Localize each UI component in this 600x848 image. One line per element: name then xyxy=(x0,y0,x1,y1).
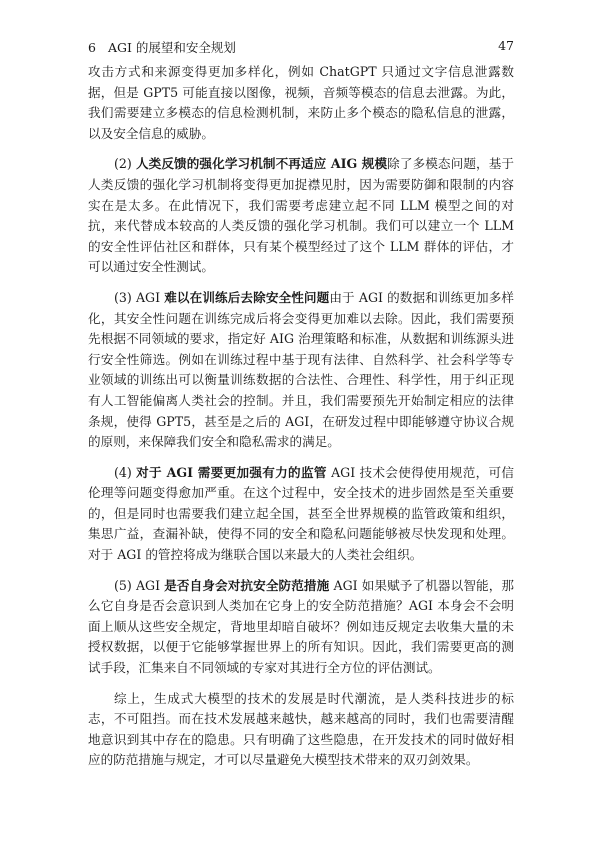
item-heading: 是否自身会对抗安全防范措施 xyxy=(164,577,330,593)
paragraph-item-2 xyxy=(88,154,514,278)
item-label: (4) xyxy=(114,464,132,480)
item-heading: 难以在训练后去除安全性问题 xyxy=(164,289,330,305)
paragraph-item-5 xyxy=(88,576,514,679)
paragraph-text: AGI 技术会使得使用规范，可信伦理等问题变得愈加严重。在这个过程中，安全技术的进步固然是至关重要的，但是同时也需要我们建立起全国，甚至全世界规模的监管政策和组织，集思广益，查漏补缺，使得不同的安全和隐私问题能够被尽快发现和处理。对于 AGI 的管控将成为继联合国以来最大的人类社会组织。 xyxy=(88,464,514,563)
chapter-number: 6 xyxy=(88,40,96,55)
paragraph-summary xyxy=(88,689,514,771)
paragraph-item-4 xyxy=(88,463,514,566)
paragraph-text: 攻击方式和来源变得更加多样化，例如 ChatGPT 只通过文字信息泄露数据，但是 GPT5 可能直接以图像，视频，音频等模态的信息去泄露。为此，我们需要建立多模态的信息检测机制，来防止多个模态的隐私信息的泄露，以及安全信息的威胁。 xyxy=(88,64,514,141)
chapter-title: AGI 的展望和安全规划 xyxy=(107,40,236,55)
chapter-heading xyxy=(88,38,236,56)
page-number: 47 xyxy=(498,38,514,53)
body-text xyxy=(88,62,514,781)
paragraph-continuation xyxy=(88,62,514,144)
item-heading: 对于 AGI 需要更加强有力的监管 xyxy=(136,464,327,480)
paragraph-text: 综上，生成式大模型的技术的发展是时代潮流，是人类科技进步的标志，不可阻挡。而在技术发展越来越快，越来越高的同时，我们也需要清醒地意识到其中存在的隐患。只有明确了这些隐患，在开发技术的同时做好相应的防范措施与规定，才可以尽量避免大模型技术带来的双刃剑效果。 xyxy=(88,690,514,768)
paragraph-item-3 xyxy=(88,288,514,453)
paragraph-text: AGI 如果赋予了机器以智能，那么它自身是否会意识到人类加在它身上的安全防范措施？AGI 本身会不会明面上顺从这些安全规定，背地里却暗自破坏？例如违反规定去收集大量的未授权数据，以便于它能够掌握世界上的所有知识。因此，我们需要更高的测试手段，汇集来自不同领域的专家对其进行全方位的评估测试。 xyxy=(88,577,515,676)
item-label: (3) AGI xyxy=(114,289,161,305)
item-heading: 人类反馈的强化学习机制不再适应 AIG 规模 xyxy=(135,156,388,172)
running-header xyxy=(88,38,514,54)
paragraph-text: 由于 AGI 的数据和训练更加多样化，其安全性问题在训练完成后将会变得更加难以去除。因此，我们需要预先根据不同领域的要求，指定好 AIG 治理策略和标准，从数据和训练源头进行安全性筛选。例如在训练过程中基于现有法律、自然科学、社会科学等专业领域的训练出可以衡量训练数据的合法性、合理性、科学性，用于纠正现有人工智能偏离人类社会的控制。并且，我们需要预先开始制定相应的法律条规，使得 GPT5，甚至是之后的 AGI，在研发过程中即能够遵守协议合规的原则，来保障我们安全和隐私需求的满足。 xyxy=(88,289,515,450)
item-label: (5) AGI xyxy=(114,577,161,593)
paragraph-text: 除了多模态问题，基于人类反馈的强化学习机制将变得更加捉襟见肘，因为需要防御和限制的内容实在是太多。在此情况下，我们需要考虑建立起不同 LLM 模型之间的对抗，来代替成本较高的人类反馈的强化学习机制。我们可以建立一个 LLM 的安全性评估社区和群体，只有某个模型经过了这个 LLM 群体的评估，才可以通过安全性测试。 xyxy=(88,156,515,275)
item-label: (2) xyxy=(114,156,132,172)
